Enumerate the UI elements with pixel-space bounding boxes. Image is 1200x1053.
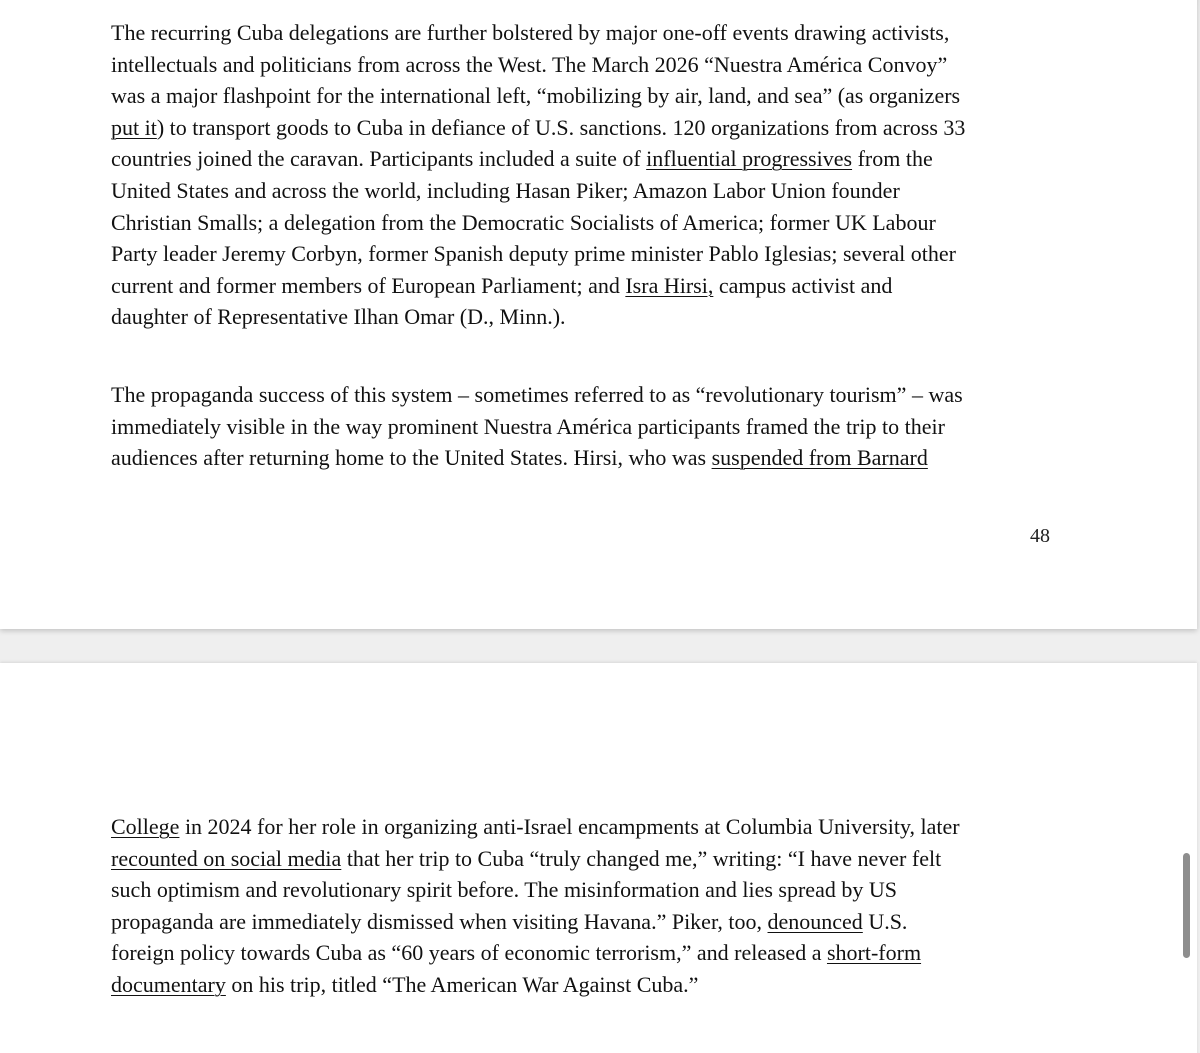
text-line	[111, 811, 1071, 843]
text-segment: countries joined the caravan. Participants included a suite of	[111, 146, 647, 172]
link-suspended-from-barnard[interactable]: suspended from Barnard	[711, 445, 928, 471]
text-line	[111, 906, 1071, 938]
link-denounced[interactable]: denounced	[767, 908, 863, 934]
text-line: such optimism and revolutionary spirit before. The misinformation and lies spread by US	[111, 877, 897, 903]
text-line	[111, 112, 1071, 144]
text-line: Christian Smalls; a delegation from the Democratic Socialists of America; former UK Labour	[111, 209, 936, 235]
link-recounted-on-social-media[interactable]: recounted on social media	[111, 845, 342, 871]
text-line	[111, 270, 1071, 302]
text-line: Party leader Jeremy Corbyn, former Spanish deputy prime minister Pablo Iglesias; several other	[111, 241, 956, 267]
link-isra-hirsi[interactable]: Isra Hirsi,	[625, 272, 714, 298]
text-segment: foreign policy towards Cuba as “60 years of economic terrorism,” and released a	[111, 940, 827, 966]
text-segment: from the	[852, 146, 933, 172]
text-line	[111, 969, 1071, 1001]
text-segment: on his trip, titled “The American War Against Cuba.”	[225, 971, 699, 997]
text-segment: propaganda are immediately dismissed when visiting Havana.” Piker, too,	[111, 908, 768, 934]
text-segment: current and former members of European Parliament; and	[111, 272, 626, 298]
paragraph-convoy	[111, 17, 1071, 333]
text-segment: ) to transport goods to Cuba in defiance of U.S. sanctions. 120 organizations from across 33	[156, 114, 966, 140]
text-line: The propaganda success of this system – sometimes referred to as “revolutionary tourism” – was	[111, 382, 963, 407]
text-line	[111, 143, 1071, 175]
text-line: The recurring Cuba delegations are further bolstered by major one-off events drawing activists,	[111, 20, 950, 45]
text-line	[111, 442, 1071, 474]
paragraph-hirsi-piker	[111, 811, 1071, 1001]
text-segment: campus activist and	[713, 272, 893, 298]
text-segment: in 2024 for her role in organizing anti-Israel encampments at Columbia University, later	[179, 814, 960, 839]
link-short-form[interactable]: short-form	[826, 940, 922, 966]
text-line: was a major flashpoint for the international left, “mobilizing by air, land, and sea” (as organizers	[111, 83, 961, 109]
text-line: immediately visible in the way prominent Nuestra América participants framed the trip to their	[111, 413, 945, 439]
text-line	[111, 937, 1071, 969]
text-line: daughter of Representative Ilhan Omar (D., Minn.).	[111, 304, 566, 330]
link-influential-progressives[interactable]: influential progressives	[646, 146, 853, 172]
link-put-it[interactable]: put it	[111, 114, 157, 140]
link-documentary[interactable]: documentary	[111, 971, 226, 997]
text-line: intellectuals and politicians from across the West. The March 2026 “Nuestra América Convoy”	[111, 51, 948, 77]
paragraph-propaganda	[111, 379, 1071, 474]
text-segment: audiences after returning home to the United States. Hirsi, who was	[111, 445, 712, 471]
text-segment: that her trip to Cuba “truly changed me,” writing: “I have never felt	[341, 845, 942, 871]
page-number: 48	[1030, 525, 1050, 547]
text-line: United States and across the world, including Hasan Piker; Amazon Labor Union founder	[111, 177, 900, 203]
vertical-scrollbar[interactable]	[1183, 853, 1190, 958]
text-segment: U.S.	[862, 908, 908, 934]
link-college[interactable]: College	[111, 814, 180, 839]
pdf-page-49	[0, 663, 1197, 1053]
text-line	[111, 843, 1071, 875]
